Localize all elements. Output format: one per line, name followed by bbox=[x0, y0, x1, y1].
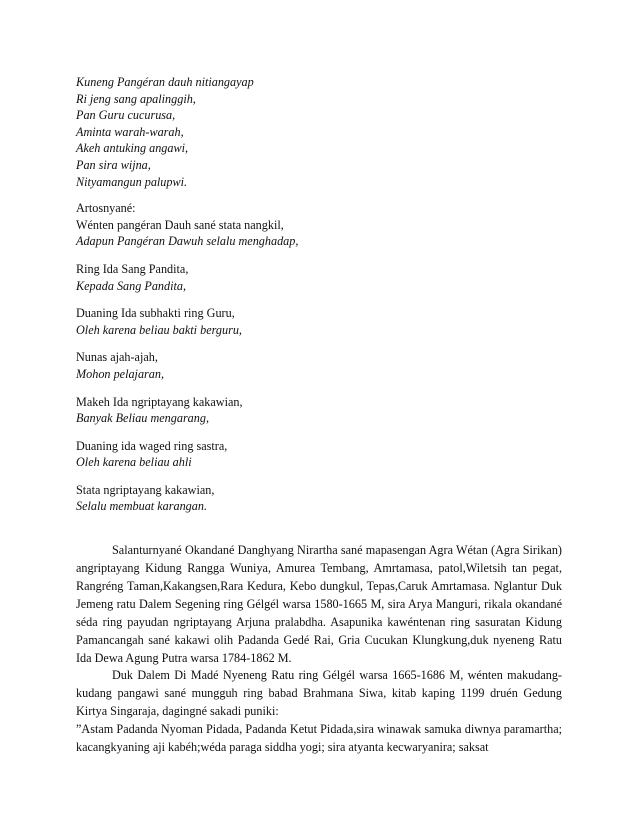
verse-line: Pan Guru cucurusa, bbox=[76, 108, 176, 123]
translation-pair bbox=[76, 394, 562, 427]
balinese-line: Makeh Ida ngriptayang kakawian, bbox=[76, 394, 243, 409]
translation-pair bbox=[76, 482, 562, 515]
balinese-line: Duaning Ida subhakti ring Guru, bbox=[76, 306, 235, 321]
balinese-line: Duaning ida waged ring sastra, bbox=[76, 438, 228, 453]
paragraph: ”Astam Padanda Nyoman Pidada, Padanda Ketut Pidada,sira winawak samuka diwnya paramartha; kacangkyaning aji kabéh;wéda paraga siddha yogi; sira atyanta kecwaryanira; saksat bbox=[76, 722, 562, 755]
verse-line: Akeh antuking angawi, bbox=[76, 141, 189, 156]
paragraph: Duk Dalem Di Madé Nyeneng Ratu ring Gélgél warsa 1665-1686 M, wénten makudang-kudang pangawi sané mungguh ring babad Brahmana Siwa, kitab kaping 1199 druén Gedung Kirtya Singaraja, dagingné sakadi puniki: bbox=[76, 668, 562, 719]
balinese-line: Nunas ajah-ajah, bbox=[76, 350, 158, 365]
balinese-line: Ring Ida Sang Pandita, bbox=[76, 261, 189, 276]
verse-line: Kuneng Pangéran dauh nitiangayap bbox=[76, 75, 254, 89]
paragraph: Salanturnyané Okandané Danghyang Nirartha sané mapasengan Agra Wétan (Agra Sirikan) angriptayang Kidung Rangga Wuniya, Amurea Tembang, Amrtamasa, patol,Wiletsih tan pegat, Rangréng Taman,Kakangsen,Rara Kedura, Kebo dungkul, Tepas,Caruk Amrtamasa. Nglantur Duk Jemeng ratu Dalem Segening ring Gélgél warsa 1580-1665 M, sira Arya Manguri, rikala okandané séda ring payudan ngriptayang Arjuna pralabdha. Asapunika kawéntenan ring sasuratan Kidung Pamancangah sané kakawi olih Padanda Gedé Rai, Gria Cucukan Klungkung,duk nyeneng Ratu Ida Dewa Agung Putra warsa 1784-1862 M. bbox=[76, 543, 562, 665]
translation-pair bbox=[76, 261, 562, 294]
indonesian-line: Oleh karena beliau bakti berguru, bbox=[76, 322, 242, 337]
indonesian-line: Adapun Pangéran Dawuh selalu menghadap, bbox=[76, 234, 299, 249]
indonesian-line: Oleh karena beliau ahli bbox=[76, 455, 192, 470]
indonesian-line: Banyak Beliau mengarang, bbox=[76, 411, 210, 426]
balinese-line: Stata ngriptayang kakawian, bbox=[76, 482, 215, 497]
translation-heading: Artosnyané: bbox=[76, 201, 136, 216]
indonesian-line: Mohon pelajaran, bbox=[76, 366, 165, 381]
kidung-verse bbox=[76, 74, 562, 190]
verse-line: Pan sira wijna, bbox=[76, 157, 151, 172]
verse-line: Nityamangun palupwi. bbox=[76, 174, 188, 189]
verse-line: Aminta warah-warah, bbox=[76, 124, 184, 139]
verse-line: Ri jeng sang apalinggih, bbox=[76, 91, 196, 106]
body-text bbox=[76, 542, 562, 757]
translation-pair bbox=[76, 349, 562, 382]
indonesian-line: Kepada Sang Pandita, bbox=[76, 278, 187, 293]
indonesian-line: Selalu membuat karangan. bbox=[76, 499, 207, 514]
translation-pair bbox=[76, 305, 562, 338]
document-page bbox=[76, 74, 562, 757]
translation-pair bbox=[76, 438, 562, 471]
translation-pair bbox=[76, 200, 562, 250]
balinese-line: Wénten pangéran Dauh sané stata nangkil, bbox=[76, 217, 284, 232]
